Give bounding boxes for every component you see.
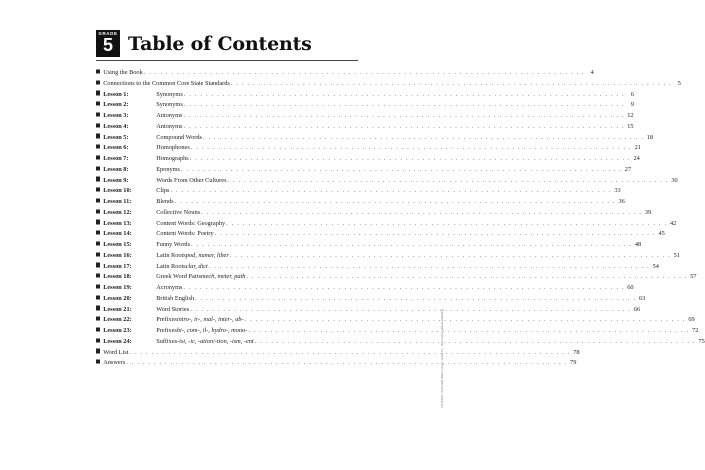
- entry-title: Words From Other Cultures: [156, 176, 227, 184]
- leader-dots: . . . . . . . . . . . . . . . . . . . . . . . . . . . . . . . . . . . . . . . . . . . . . . . . . . . . . . . . . . . . . . . . . . . . . . . . . . . . . . . .: [174, 198, 616, 205]
- toc-entry: [96, 154, 640, 165]
- leader-dots: . . . . . . . . . . . . . . . . . . . . . . . . . . . . . . . . . . . . . . . . . . . . . . . . . . . . . . . . . . . . . . . . . . . . . . . . . . . . . . . .: [183, 101, 625, 109]
- toc-entry: [96, 326, 699, 337]
- square-bullet-icon: [96, 102, 100, 106]
- page-number: 12: [627, 112, 634, 119]
- lesson-label: Lesson 15:: [103, 241, 132, 248]
- entry-title: Answers: [103, 359, 126, 367]
- entry-title-italic: mech, meter, path: [201, 273, 246, 281]
- lesson-label: Lesson 1:: [103, 90, 129, 98]
- lesson-label: Lesson 24:: [103, 337, 132, 345]
- page-number: 42: [669, 219, 677, 227]
- leader-dots: . . . . . . . . . . . . . . . . . . . . . . . . . . . . . . . . . . . . . . . . . . . . . . . . . . . . . . . . . . . . . . . . . . . . . . . . . . . . . . . .: [183, 90, 625, 98]
- entry-title: Greek Word Parts: [156, 273, 202, 281]
- toc-entry: [96, 251, 680, 262]
- toc-entry: [96, 272, 697, 283]
- page-number: 36: [618, 198, 625, 205]
- lesson-label: Lesson 6:: [103, 144, 129, 152]
- page-number: 63: [638, 294, 646, 302]
- leader-dots: . . . . . . . . . . . . . . . . . . . . . . . . . . . . . . . . . . . . . . . . . . . . . . . . . . . . . . . . . . . . . . . . . . . . . . . . . . . . . . . .: [129, 348, 571, 356]
- entry-title: Homophones: [156, 144, 190, 152]
- square-bullet-icon: [96, 306, 100, 310]
- leader-dots: . . . . . . . . . . . . . . . . . . . . . . . . . . . . . . . . . . . . . . . . . . . . . . . . . . . . . . . . . . . . . . . . . . . . . . . . . . . . . . . .: [244, 316, 686, 324]
- page-number: 33: [614, 187, 621, 195]
- entry-title: Funny Words: [156, 241, 191, 248]
- toc-entry: [96, 90, 634, 101]
- toc-entry: [96, 283, 634, 294]
- leader-dots: . . . . . . . . . . . . . . . . . . . . . . . . . . . . . . . . . . . . . . . . . . . . . . . . . . . . . . . . . . . . . . . . . . . . . . . . . . . . . . . .: [183, 284, 625, 291]
- leader-dots: . . . . . . . . . . . . . . . . . . . . . . . . . . . . . . . . . . . . . . . . . . . . . . . . . . . . . . . . . . . . . . . . . . . . . . . . . . . . . . . .: [201, 208, 643, 216]
- toc-entry: [96, 348, 580, 359]
- toc-entry: [96, 358, 577, 369]
- page-number: 78: [573, 348, 580, 356]
- lesson-label: Lesson 17:: [103, 262, 132, 270]
- entry-title: Antonyms: [156, 112, 183, 119]
- page-number: 24: [633, 155, 640, 162]
- lesson-label: Lesson 21:: [103, 305, 132, 313]
- leader-dots: . . . . . . . . . . . . . . . . . . . . . . . . . . . . . . . . . . . . . . . . . . . . . . . . . . . . . . . . . . . . . . . . . . . . . . . . . . . . . . . .: [170, 187, 612, 195]
- toc-entry: [96, 305, 641, 316]
- entry-title: Clips: [156, 187, 170, 195]
- square-bullet-icon: [96, 263, 100, 267]
- page-number: 4: [590, 69, 594, 76]
- page-number: 66: [633, 305, 641, 313]
- page-number: 30: [671, 176, 678, 184]
- entry-title: Latin Roots: [156, 262, 186, 270]
- leader-dots: . . . . . . . . . . . . . . . . . . . . . . . . . . . . . . . . . . . . . . . . . . . . . . . . . . . . . . . . . . . . . . . . . . . . . . . . . . . . . . . .: [246, 273, 688, 281]
- lesson-label: Lesson 4:: [103, 122, 129, 130]
- toc-entry: [96, 79, 681, 90]
- toc-entry: [96, 240, 642, 251]
- entry-title: Synonyms: [156, 90, 183, 98]
- lesson-label: Lesson 14:: [103, 230, 132, 238]
- entry-title: Prefixes: [156, 327, 177, 334]
- header-rule: [96, 60, 358, 61]
- toc-entry: [96, 122, 634, 133]
- entry-title: Connections to the Common Core State Standards: [103, 79, 230, 87]
- page-number: 15: [627, 122, 634, 130]
- square-bullet-icon: [96, 220, 100, 224]
- toc-entry: [96, 100, 634, 111]
- leader-dots: . . . . . . . . . . . . . . . . . . . . . . . . . . . . . . . . . . . . . . . . . . . . . . . . . . . . . . . . . . . . . . . . . . . . . . . . . . . . . . . .: [230, 79, 672, 87]
- toc-entry: [96, 337, 705, 348]
- entry-title: Blends: [156, 198, 174, 205]
- square-bullet-icon: [96, 123, 100, 127]
- leader-dots: . . . . . . . . . . . . . . . . . . . . . . . . . . . . . . . . . . . . . . . . . . . . . . . . . . . . . . . . . . . . . . . . . . . . . . . . . . . . . . . .: [202, 133, 645, 141]
- copyright-note: CD-104611 • Word Skills Made to Order • Grade 5 © 2013 Carson-Dellosa Publishing: [441, 308, 444, 408]
- leader-dots: . . . . . . . . . . . . . . . . . . . . . . . . . . . . . . . . . . . . . . . . . . . . . . . . . . . . . . . . . . . . . . . . . . . . . . . . . . . . . . . .: [180, 165, 623, 173]
- square-bullet-icon: [96, 112, 100, 116]
- entry-title-italic: -ist, -ic, -ation/-tion, -ism, -ent: [177, 337, 254, 345]
- entry-title: Using the Book: [103, 69, 143, 76]
- lesson-label: Lesson 10:: [103, 187, 132, 195]
- entry-title: Latin Roots: [156, 251, 186, 259]
- square-bullet-icon: [96, 166, 100, 170]
- entry-title: Word Stories: [156, 305, 190, 313]
- page-number: 21: [634, 144, 641, 152]
- toc-entry: [96, 262, 659, 273]
- page-number: 18: [646, 133, 654, 141]
- entry-title: Synonyms: [156, 101, 183, 109]
- grade-number: 5: [102, 35, 113, 55]
- leader-dots: . . . . . . . . . . . . . . . . . . . . . . . . . . . . . . . . . . . . . . . . . . . . . . . . . . . . . . . . . . . . . . . . . . . . . . . . . . . . . . . .: [189, 155, 631, 162]
- page-number: 51: [673, 251, 680, 259]
- entry-title: Content Words: Poetry: [156, 230, 214, 238]
- lesson-label: Lesson 12:: [103, 208, 132, 216]
- leader-dots: . . . . . . . . . . . . . . . . . . . . . . . . . . . . . . . . . . . . . . . . . . . . . . . . . . . . . . . . . . . . . . . . . . . . . . . . . . . . . . . .: [190, 144, 632, 152]
- toc-entry: [96, 133, 654, 144]
- square-bullet-icon: [96, 284, 100, 288]
- leader-dots: . . . . . . . . . . . . . . . . . . . . . . . . . . . . . . . . . . . . . . . . . . . . . . . . . . . . . . . . . . . . . . . . . . . . . . . . . . . . . . . .: [183, 122, 625, 130]
- leader-dots: . . . . . . . . . . . . . . . . . . . . . . . . . . . . . . . . . . . . . . . . . . . . . . . . . . . . . . . . . . . . . . . . . . . . . . . . . . . . . . . .: [126, 359, 568, 367]
- entry-title: Acronyms: [156, 284, 183, 291]
- square-bullet-icon: [96, 252, 100, 256]
- leader-dots: . . . . . . . . . . . . . . . . . . . . . . . . . . . . . . . . . . . . . . . . . . . . . . . . . . . . . . . . . . . . . . . . . . . . . . . . . . . . . . . .: [214, 230, 656, 238]
- entry-title-italic: clar, dict: [185, 262, 208, 270]
- square-bullet-icon: [96, 241, 100, 245]
- leader-dots: . . . . . . . . . . . . . . . . . . . . . . . . . . . . . . . . . . . . . . . . . . . . . . . . . . . . . . . . . . . . . . . . . . . . . . . . . . . . . . . .: [143, 69, 585, 76]
- square-bullet-icon: [96, 274, 100, 278]
- leader-dots: . . . . . . . . . . . . . . . . . . . . . . . . . . . . . . . . . . . . . . . . . . . . . . . . . . . . . . . . . . . . . . . . . . . . . . . . . . . . . . . .: [227, 176, 669, 184]
- page-header: [96, 30, 312, 57]
- toc-entry: [96, 176, 678, 187]
- lesson-label: Lesson 20:: [103, 294, 132, 302]
- square-bullet-icon: [96, 295, 100, 299]
- toc-entry: [96, 294, 646, 305]
- square-bullet-icon: [96, 317, 100, 321]
- entry-title-italic: intro-, ir-, mal-, inter-, ab-: [176, 316, 244, 324]
- lesson-label: Lesson 9:: [103, 176, 129, 184]
- entry-title-italic: pod, numer, liber: [185, 251, 229, 259]
- lesson-label: Lesson 11:: [103, 198, 132, 205]
- leader-dots: . . . . . . . . . . . . . . . . . . . . . . . . . . . . . . . . . . . . . . . . . . . . . . . . . . . . . . . . . . . . . . . . . . . . . . . . . . . . . . . .: [248, 327, 690, 334]
- square-bullet-icon: [96, 145, 100, 149]
- entry-title: Word List: [103, 348, 129, 356]
- leader-dots: . . . . . . . . . . . . . . . . . . . . . . . . . . . . . . . . . . . . . . . . . . . . . . . . . . . . . . . . . . . . . . . . . . . . . . . . . . . . . . . .: [226, 219, 668, 227]
- square-bullet-icon: [96, 91, 100, 95]
- toc-entry: [96, 197, 625, 208]
- page-number: 79: [570, 359, 577, 367]
- page-number: 9: [630, 101, 634, 109]
- entry-title: Homographs: [156, 155, 189, 162]
- grade-badge: [96, 30, 120, 57]
- toc-entry: [96, 165, 632, 176]
- entry-title-italic: bi-, com-, il-, hydro-, mono-: [176, 327, 248, 334]
- page-number: 5: [677, 79, 681, 87]
- square-bullet-icon: [96, 349, 100, 353]
- page-number: 54: [652, 262, 659, 270]
- square-bullet-icon: [96, 338, 100, 342]
- page-number: 75: [698, 337, 705, 345]
- leader-dots: . . . . . . . . . . . . . . . . . . . . . . . . . . . . . . . . . . . . . . . . . . . . . . . . . . . . . . . . . . . . . . . . . . . . . . . . . . . . . . . .: [195, 294, 637, 302]
- lesson-label: Lesson 8:: [103, 165, 129, 173]
- lesson-label: Lesson 19:: [103, 284, 132, 291]
- page-number: 69: [688, 316, 695, 324]
- square-bullet-icon: [96, 231, 100, 235]
- toc-entry: [96, 68, 594, 79]
- toc-entry: [96, 143, 641, 154]
- entry-title: Eponyms: [156, 165, 180, 173]
- square-bullet-icon: [96, 155, 100, 159]
- toc-entry: [96, 208, 652, 219]
- lesson-label: Lesson 7:: [103, 155, 129, 162]
- square-bullet-icon: [96, 360, 100, 364]
- leader-dots: . . . . . . . . . . . . . . . . . . . . . . . . . . . . . . . . . . . . . . . . . . . . . . . . . . . . . . . . . . . . . . . . . . . . . . . . . . . . . . . .: [191, 241, 633, 248]
- square-bullet-icon: [96, 209, 100, 213]
- lesson-label: Lesson 13:: [103, 219, 132, 227]
- square-bullet-icon: [96, 177, 100, 181]
- entry-title: Collective Nouns: [156, 208, 201, 216]
- entry-title: British English: [156, 294, 195, 302]
- leader-dots: . . . . . . . . . . . . . . . . . . . . . . . . . . . . . . . . . . . . . . . . . . . . . . . . . . . . . . . . . . . . . . . . . . . . . . . . . . . . . . . .: [229, 251, 671, 259]
- page-number: 27: [624, 165, 632, 173]
- toc-entry: [96, 111, 634, 122]
- toc-entry: [96, 219, 677, 230]
- leader-dots: . . . . . . . . . . . . . . . . . . . . . . . . . . . . . . . . . . . . . . . . . . . . . . . . . . . . . . . . . . . . . . . . . . . . . . . . . . . . . . . .: [190, 305, 632, 313]
- square-bullet-icon: [96, 327, 100, 331]
- toc-entry: [96, 315, 695, 326]
- page-number: 45: [658, 230, 665, 238]
- page-number: 72: [692, 327, 699, 334]
- square-bullet-icon: [96, 188, 100, 192]
- page-number: 48: [634, 241, 642, 248]
- lesson-label: Lesson 23:: [103, 327, 132, 334]
- leader-dots: . . . . . . . . . . . . . . . . . . . . . . . . . . . . . . . . . . . . . . . . . . . . . . . . . . . . . . . . . . . . . . . . . . . . . . . . . . . . . . . .: [208, 262, 650, 270]
- leader-dots: . . . . . . . . . . . . . . . . . . . . . . . . . . . . . . . . . . . . . . . . . . . . . . . . . . . . . . . . . . . . . . . . . . . . . . . . . . . . . . . .: [183, 112, 625, 119]
- lesson-label: Lesson 2:: [103, 101, 129, 109]
- lesson-label: Lesson 16:: [103, 251, 132, 259]
- entry-title: Content Words: Geography: [156, 219, 226, 227]
- square-bullet-icon: [96, 134, 100, 138]
- entry-title: Antonyms: [156, 122, 183, 130]
- entry-title: Compound Words: [156, 133, 202, 141]
- lesson-label: Lesson 3:: [103, 112, 129, 119]
- entry-title: Prefixes: [156, 316, 177, 324]
- page-number: 39: [644, 208, 652, 216]
- page-number: 60: [627, 284, 634, 291]
- lesson-label: Lesson 22:: [103, 316, 132, 324]
- lesson-label: Lesson 18:: [103, 273, 132, 281]
- leader-dots: . . . . . . . . . . . . . . . . . . . . . . . . . . . . . . . . . . . . . . . . . . . . . . . . . . . . . . . . . . . . . . . . . . . . . . . . . . . . . . . .: [254, 337, 696, 345]
- page-title: Table of Contents: [128, 32, 312, 55]
- toc-entry: [96, 229, 665, 240]
- entry-title: Suffixes: [156, 337, 178, 345]
- square-bullet-icon: [96, 198, 100, 202]
- toc-entry: [96, 186, 621, 197]
- page-number: 57: [690, 273, 697, 281]
- page-number: 6: [630, 90, 634, 98]
- lesson-label: Lesson 5:: [103, 133, 129, 141]
- grade-label: GRADE: [98, 31, 118, 36]
- square-bullet-icon: [96, 80, 100, 84]
- square-bullet-icon: [96, 69, 100, 73]
